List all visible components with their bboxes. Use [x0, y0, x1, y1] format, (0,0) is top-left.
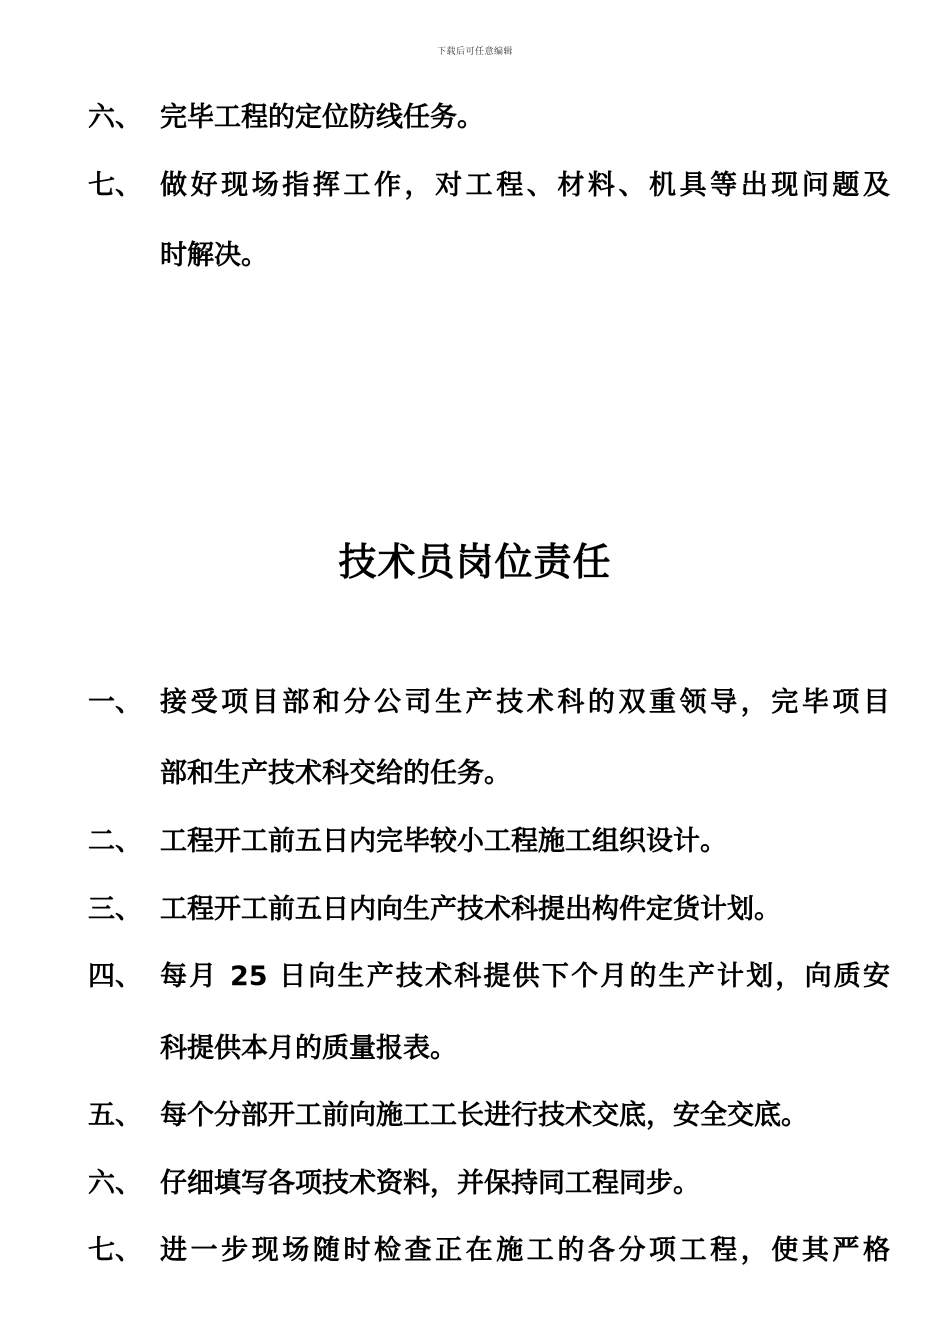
item-text: 工程开工前五日内完毕较小工程施工组织设计。	[160, 826, 727, 857]
list-item	[0, 890, 950, 930]
section-title: 技术员岗位责任	[338, 540, 612, 584]
item-text: 接受项目部和分公司生产技术科的双重领导，完毕项目	[160, 687, 890, 718]
list-item	[0, 1096, 950, 1136]
list-item	[0, 98, 950, 138]
list-item	[0, 822, 950, 862]
item-number: 七、	[88, 170, 142, 201]
item-text: 科提供本月的质量报表。	[160, 1033, 457, 1064]
item-text: 完毕工程的定位防线任务。	[160, 102, 484, 133]
item-number: 一、	[88, 687, 142, 718]
item-text: 每月 25 日向生产技术科提供下个月的生产计划，向质安	[160, 961, 890, 992]
list-item-continuation	[0, 236, 950, 276]
item-text: 进一步现场随时检查正在施工的各分项工程，使其严格	[160, 1235, 890, 1266]
list-item	[0, 683, 950, 723]
item-number: 二、	[88, 826, 142, 857]
item-text: 时解决。	[160, 240, 268, 271]
item-number: 五、	[88, 1100, 142, 1131]
item-number: 三、	[88, 894, 142, 925]
list-item	[0, 1164, 950, 1204]
list-item-continuation	[0, 1029, 950, 1069]
item-number: 六、	[88, 102, 142, 133]
list-item	[0, 1231, 950, 1271]
list-item	[0, 957, 950, 997]
list-item-continuation	[0, 754, 950, 794]
item-text: 工程开工前五日内向生产技术科提出构件定货计划。	[160, 894, 781, 925]
item-number: 四、	[88, 961, 142, 992]
item-text: 做好现场指挥工作，对工程、材料、机具等出现问题及	[160, 170, 890, 201]
list-item	[0, 166, 950, 206]
item-text: 部和生产技术科交给的任务。	[160, 758, 511, 789]
item-number: 六、	[88, 1168, 142, 1199]
item-text: 每个分部开工前向施工工长进行技术交底，安全交底。	[160, 1100, 808, 1131]
item-number: 七、	[88, 1235, 142, 1266]
page-header-note: 下载后可任意编辑	[436, 47, 513, 57]
item-text: 仔细填写各项技术资料，并保持同工程同步。	[160, 1168, 700, 1199]
